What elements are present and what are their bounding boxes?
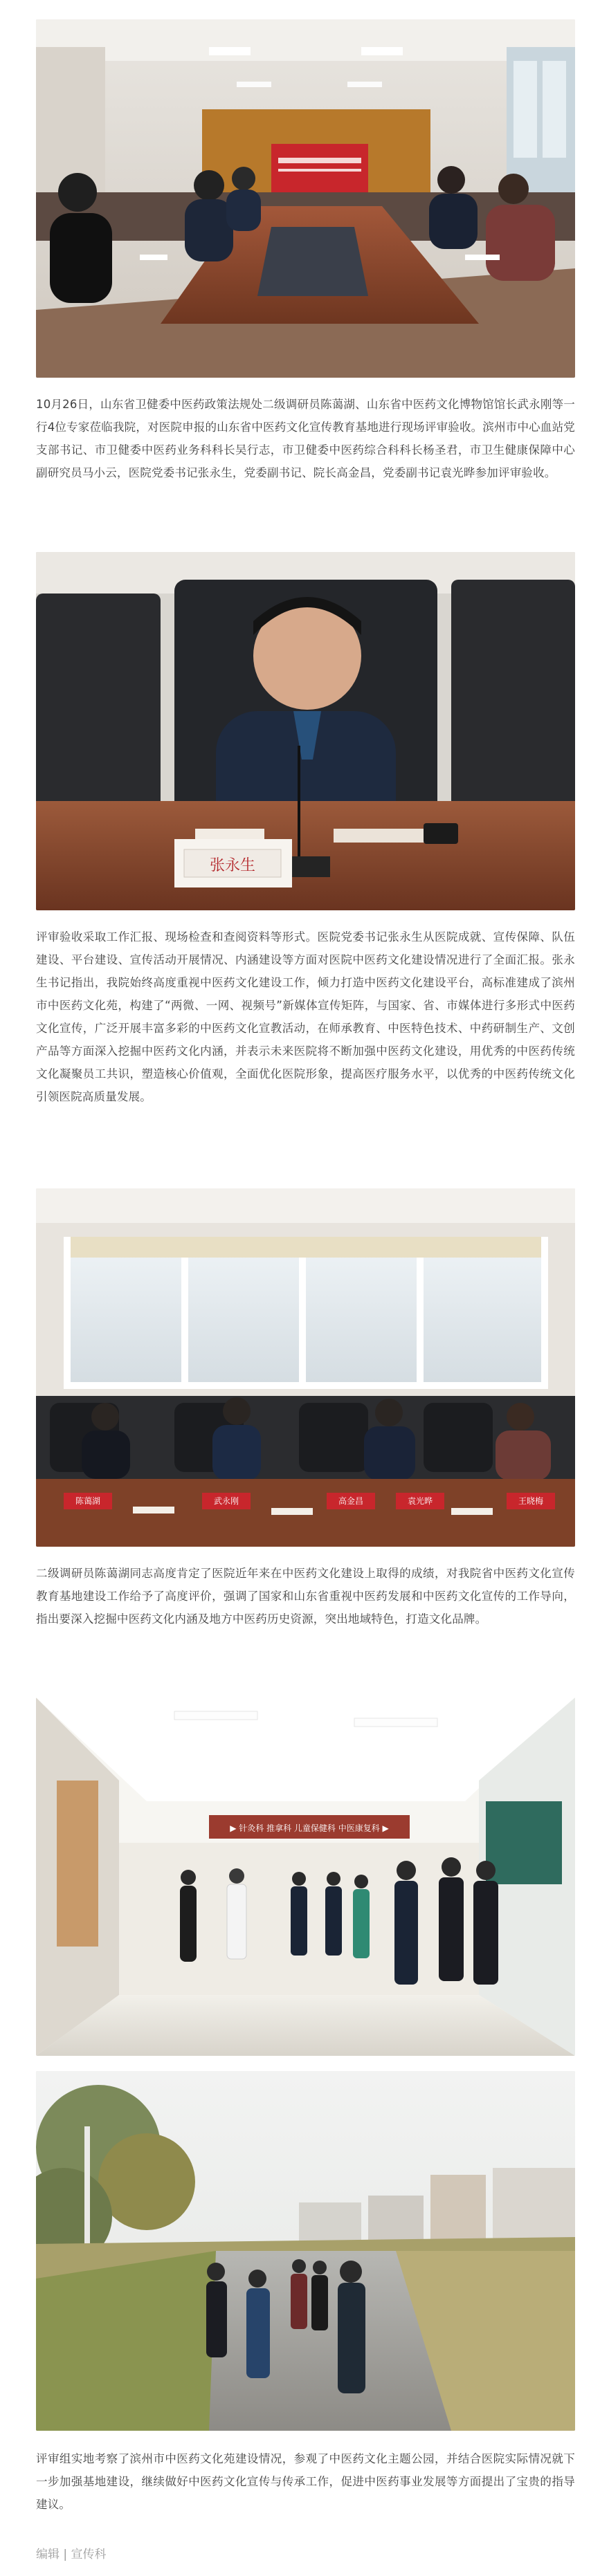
nameplate-5: 王晓梅 — [518, 1496, 544, 1506]
nameplate-4: 袁光晔 — [407, 1496, 433, 1506]
panel-photo — [36, 1188, 575, 1547]
nameplate-2: 武永刚 — [213, 1496, 239, 1506]
nameplate-3: 高金昌 — [338, 1496, 364, 1506]
outdoor-walkway-photo — [36, 2071, 575, 2431]
nameplate-1: 陈蔼湖 — [75, 1496, 101, 1506]
corridor-photo — [36, 1698, 575, 2056]
intro-paragraph: 10月26日，山东省卫健委中医药政策法规处二级调研员陈蔼湖、山东省中医药文化博物馆馆长武永刚等一行4位专家莅临我院，对医院申报的山东省中医药文化宣传教育基地进行现场评审验收。滨州市中心血站党支部书记、市卫健委中医药业务科科长吴行志，市卫健委中医药综合科科长杨圣君，市卫生健康保障中心副研究员马小云，医院党委书记张永生，党委副书记、院长高金昌，党委副书记袁光晔参加评审验收。 — [36, 398, 575, 479]
editor-credit: 编辑 | 宣传科 — [36, 2548, 107, 2561]
nameplate-text: 张永生 — [209, 857, 256, 874]
department-sign: ▶ 针灸科 推拿科 儿童保健科 中医康复科 ▶ — [230, 1823, 389, 1833]
assessment-paragraph: 二级调研员陈蔼湖同志高度肯定了医院近年来在中医药文化建设上取得的成绩，对我院省中医药文化宣传教育基地建设工作给予了高度评价，强调了国家和山东省重视中医药发展和中医药文化宣传的工作导向，指出要深入挖掘中医药文化内涵及地方中医药历史资源，突出地域特色，打造文化品牌。 — [36, 1567, 575, 1626]
site-visit-paragraph: 评审组实地考察了滨州市中医药文化苑建设情况，参观了中医药文化主题公园，并结合医院实际情况就下一步加强基地建设，继续做好中医药文化宣传与传承工作，促进中医药事业发展等方面提出了宝贵的指导建议。 — [36, 2452, 575, 2511]
speaker-photo — [36, 552, 575, 910]
review-paragraph: 评审验收采取工作汇报、现场检查和查阅资料等形式。医院党委书记张永生从医院成就、宣传保障、队伍建设、平台建设、宣传活动开展情况、内涵建设等方面对医院中医药文化建设情况进行了全面汇报。张永生书记指出，我院始终高度重视中医药文化建设工作，倾力打造中医药文化建设平台，高标准建成了滨州市中医药文化苑，构建了“两微、一网、视频号”新媒体宣传矩阵，与国家、省、市媒体进行多形式中医药文化宣传，广泛开展丰富多彩的中医药文化宣教活动，在师承教育、中医特色技术、中药研制生产、文创产品等方面深入挖掘中医药文化内涵，并表示未来医院将不断加强中医药文化建设，用优秀的中医药传统文化凝聚员工共识，塑造核心价值观，全面优化医院形象，提高医疗服务水平，以优秀的中医药传统文化引领医院高质量发展。 — [36, 930, 575, 1103]
meeting-room-photo — [36, 19, 575, 378]
